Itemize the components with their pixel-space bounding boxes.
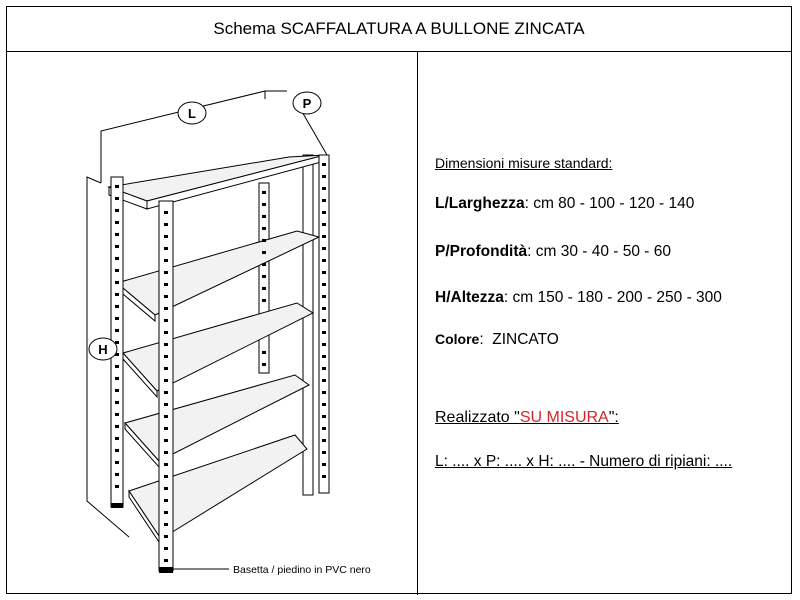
callout-text: Basetta / piedino in PVC nero [233, 564, 371, 576]
specs-header-text: Dimensioni misure standard [435, 155, 609, 171]
spec-label: Colore [435, 331, 480, 347]
spec-label: L/Larghezza [435, 195, 525, 212]
shelf-2 [117, 231, 319, 315]
back-right-post [303, 155, 313, 495]
label-H-badge [89, 338, 117, 360]
spec-label: P/Profondità [435, 243, 528, 260]
spec-value: cm 30 - 40 - 50 - 60 [535, 243, 672, 260]
shelving-drawing [7, 51, 417, 595]
specs-panel [435, 51, 791, 595]
right-post [319, 155, 329, 493]
spec-label: H/Altezza [435, 289, 504, 306]
spec-row-color: Colore: ZINCATO [435, 331, 559, 348]
divider [417, 51, 418, 595]
spec-row-width: L/Larghezza: cm 80 - 100 - 120 - 140 [435, 195, 695, 212]
foot-front-left [111, 503, 123, 508]
custom-made-line [435, 409, 619, 427]
custom-suffix: ": [608, 409, 619, 426]
shelving-diagram [7, 51, 417, 595]
foot-front-right [159, 567, 173, 573]
specs-header [435, 155, 612, 171]
spec-value: cm 80 - 100 - 120 - 140 [533, 195, 695, 212]
frame [6, 6, 792, 594]
label-P-badge [293, 92, 321, 114]
specs-header-colon: : [608, 155, 613, 171]
custom-form-line: L: .... x P: .... x H: .... - Numero di ripiani: .... [435, 453, 733, 470]
label-H: H [98, 342, 108, 357]
label-L-badge [178, 102, 206, 124]
custom-prefix: Realizzato " [435, 409, 520, 426]
spec-row-height: H/Altezza: cm 150 - 180 - 200 - 250 - 300 [435, 289, 722, 306]
label-P: P [302, 96, 312, 111]
label-L: L [188, 106, 196, 121]
page-title: Schema SCAFFALATURA A BULLONE ZINCATA [7, 7, 791, 52]
shelf-1 [109, 155, 325, 201]
spec-value: ZINCATO [492, 331, 559, 348]
spec-row-depth: P/Profondità: cm 30 - 40 - 50 - 60 [435, 243, 672, 260]
front-right-post [159, 201, 173, 571]
custom-highlight: SU MISURA [519, 409, 609, 426]
spec-value: cm 150 - 180 - 200 - 250 - 300 [512, 289, 722, 306]
